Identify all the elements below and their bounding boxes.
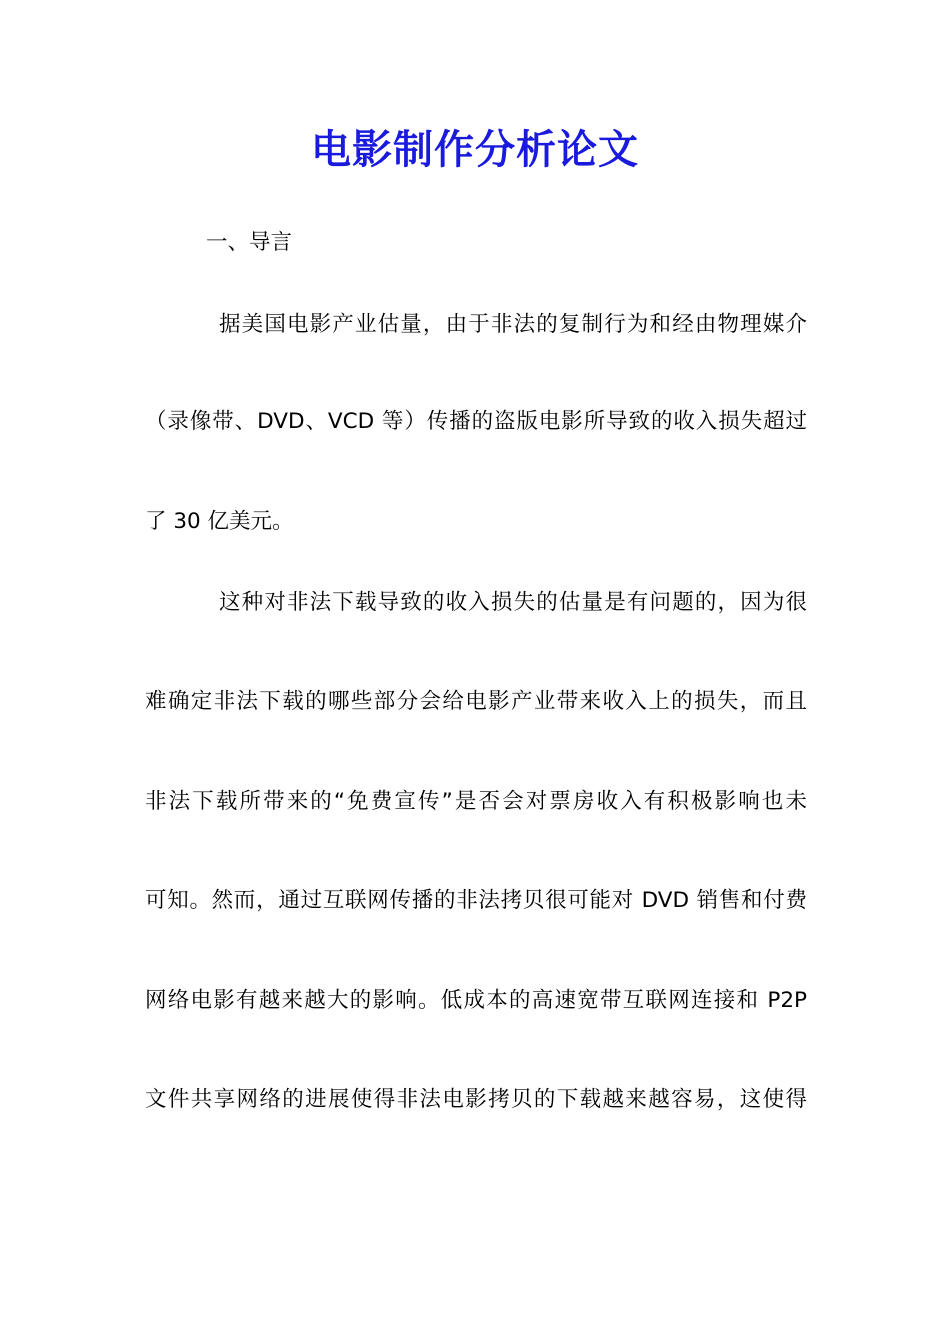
paragraph-2-line-5: 网络电影有越来越大的影响。低成本的高速宽带互联网连接和 P2P [145, 988, 807, 1013]
document-title: 电影制作分析论文 [311, 126, 639, 173]
paragraph-2-line-6: 文件共享网络的进展使得非法电影拷贝的下载越来越容易，这使得 [145, 1087, 807, 1112]
paragraph-2-line-1: 这种对非法下载导致的收入损失的估量是有问题的，因为很 [219, 590, 807, 615]
paragraph-2-line-4: 可知。然而，通过互联网传播的非法拷贝很可能对 DVD 销售和付费 [145, 888, 807, 913]
paragraph-1-line-1: 据美国电影产业估量，由于非法的复制行为和经由物理媒介 [219, 312, 807, 337]
paragraph-1-line-3: 了 30 亿美元。 [145, 509, 294, 534]
paragraph-2-line-2: 难确定非法下载的哪些部分会给电影产业带来收入上的损失，而且 [145, 689, 807, 714]
paragraph-1-line-2: （录像带、DVD、VCD 等）传播的盗版电影所导致的收入损失超过 [145, 409, 807, 434]
paragraph-2-line-3: 非法下载所带来的“免费宣传”是否会对票房收入有积极影响也未 [145, 789, 807, 814]
section-heading: 一、导言 [206, 230, 293, 255]
